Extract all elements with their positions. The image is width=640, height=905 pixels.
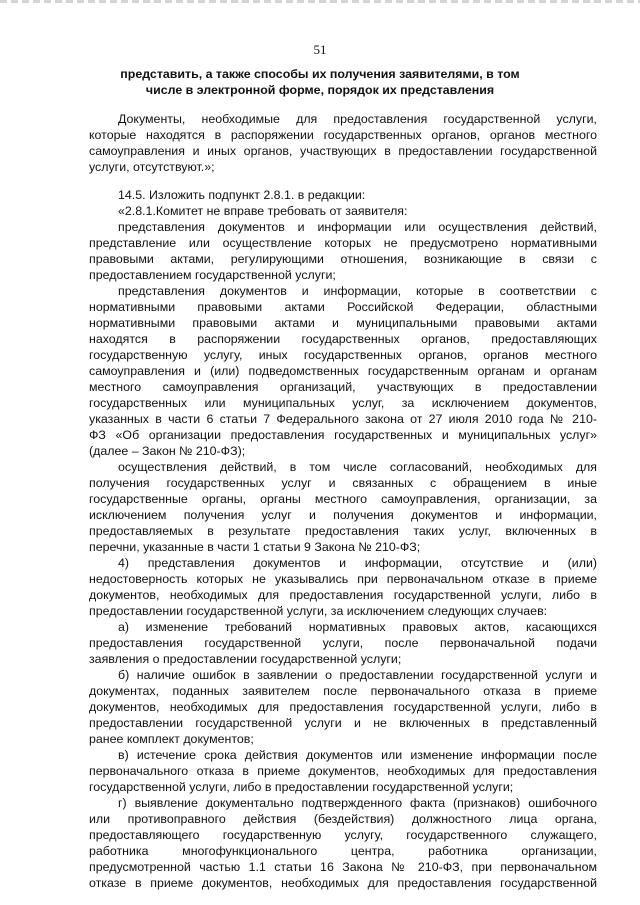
text-line: предусмотренной частью 1.1 статьи 16 Закона № 210-ФЗ, при первоначальном (89, 860, 597, 874)
section-heading (100, 66, 540, 98)
text-line: или противоправного действия (бездействия) должностного лица органа, (89, 812, 597, 826)
text-line: правовыми актами, регулирующими отношения, возникающие в связи с (89, 252, 597, 266)
text-line: ранее комплект документов; (89, 732, 254, 746)
text-line: представления документов и информации, которые в соответствии с (118, 284, 597, 298)
text-line: в) истечение срока действия документов или изменение информации после (118, 748, 597, 762)
text-line: предоставлении государственной услуги и не включенных в представленный (89, 716, 597, 730)
text-line: (далее – Закон № 210-ФЗ); (89, 444, 246, 458)
text-line: предоставлении государственной услуги, за исключением следующих случаев: (89, 604, 548, 618)
text-line: нормативными правовыми актами и муниципальными правовыми актами (89, 316, 597, 330)
text-line: отказе в приеме документов, необходимых для предоставления государственной (89, 876, 597, 890)
text-line: документов, необходимых для предоставления государственной услуги, либо в (89, 700, 597, 714)
text-line: работника многофункционального центра, работника организации, (89, 844, 597, 858)
text-line: 14.5. Изложить подпункт 2.8.1. в редакции: (118, 188, 366, 202)
scan-edge-artifact (0, 0, 640, 3)
text-line: государственной услуги, либо в предоставлении государственной услуги; (89, 780, 514, 794)
text-line: недостоверность которых не указывались при первоначальном отказе в приеме (89, 572, 597, 586)
text-line: ФЗ «Об организации предоставления государственных и муниципальных услуг» (89, 428, 597, 442)
text-line: «2.8.1.Комитет не вправе требовать от заявителя: (118, 204, 408, 218)
page-number: 51 (313, 42, 327, 57)
text-line: документов, необходимых для предоставления государственной услуги, либо в (89, 588, 597, 602)
text-line: заявления о предоставлении государственной услуги; (89, 652, 402, 666)
text-line: предоставлением государственной услуги; (89, 268, 336, 282)
text-line: государственную услугу, иных государственных органов, органов местного (89, 348, 597, 362)
text-line: которые находятся в распоряжении государственных органов, органов местного (89, 128, 597, 142)
text-line: г) выявление документально подтвержденного факта (признаков) ошибочного (118, 796, 597, 810)
text-line: предоставляемых в результате предоставления таких услуг, включенных в (89, 524, 597, 538)
text-line: предоставления государственной услуги, после первоначальной подачи (89, 636, 597, 650)
text-line: самоуправления и (или) подведомственных государственным органам и органам (89, 364, 597, 378)
text-line: государственные органы, органы местного самоуправления, организации, за (89, 492, 597, 506)
text-line: первоначального отказа в приеме документов, необходимых для предоставления (89, 764, 597, 778)
text-line: самоуправления и иных органов, участвующих в предоставлении государственной (89, 144, 597, 158)
text-line: осуществления действий, в том числе согласований, необходимых для (118, 460, 597, 474)
text-line: а) изменение требований нормативных правовых актов, касающихся (118, 620, 597, 634)
text-line: б) наличие ошибок в заявлении о предоставлении государственной услуги и (118, 668, 597, 682)
text-line: перечни, указанные в части 1 статьи 9 Закона № 210-ФЗ; (89, 540, 421, 554)
text-line: местного самоуправления организаций, участвующих в предоставлении (89, 380, 597, 394)
text-line: получения государственных услуг и связанных с обращением в иные (89, 476, 597, 490)
text-line: 4) представления документов и информации, отсутствие и (или) (118, 556, 597, 570)
text-line: государственных или муниципальных услуг, за исключением документов, (89, 396, 597, 410)
heading-line: представить, а также способы их получения заявителями, в том (120, 67, 520, 81)
text-line: услуги, отсутствуют.»; (89, 160, 215, 174)
text-line: указанных в части 6 статьи 7 Федерального закона от 27 июля 2010 года № 210- (89, 412, 597, 426)
text-line: предоставляющего государственную услугу, государственного служащего, (89, 828, 597, 842)
text-line: находятся в распоряжении государственных органов, предоставляющих (89, 332, 597, 346)
text-line: представление или осуществление которых не предусмотрено нормативными (89, 236, 597, 250)
text-line: исключением получения услуг и получения документов и информации, (89, 508, 597, 522)
text-line: Документы, необходимые для предоставления государственной услуги, (118, 112, 597, 126)
paragraph-gap (89, 175, 597, 187)
heading-line: числе в электронной форме, порядок их представления (145, 83, 495, 97)
text-line: нормативными правовыми актами Российской Федерации, областными (89, 300, 597, 314)
body-text (89, 111, 597, 891)
text-line: документах, поданных заявителем после первоначального отказа в приеме (89, 684, 597, 698)
text-line: представления документов и информации или осуществления действий, (118, 220, 597, 234)
